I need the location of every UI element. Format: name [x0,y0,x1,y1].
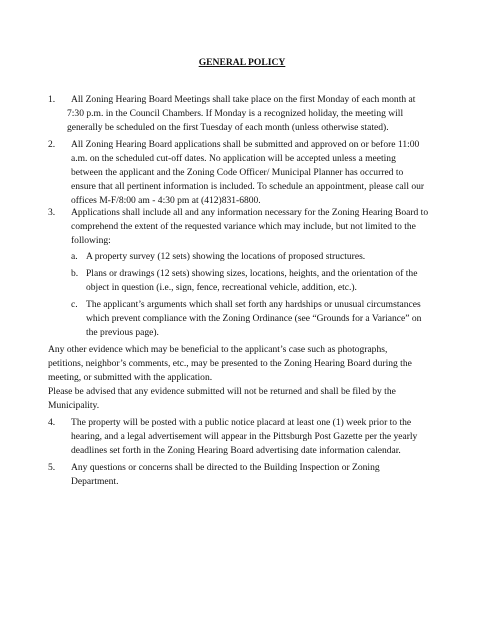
subitem-text: A property survey (12 sets) showing the locations of proposed structures. [86,251,366,262]
subitem-text: Plans or drawings (12 sets) showing sizes, locations, heights, and the orientation of the object in question (i.e., sign, fence, recreational vehicle, addition, etc.). [86,268,418,293]
evidence-paragraph: Any other evidence which may be beneficial to the applicant’s case such as photographs, petitions, neighbor’s comments, etc., may be presented to the Zoning Hearing Board during the meeting, or submitted with the application. [48,344,412,383]
policy-item-4 [48,416,452,458]
item-number: 4. [48,417,56,428]
item-number: 1. [48,94,56,105]
subitem-text: The applicant’s arguments which shall set forth any hardships or unusual circumstances which prevent compliance with the Zoning Ordinance (see “Grounds for a Variance” on the previous page). [86,299,422,338]
policy-item-5 [48,461,452,489]
item-number: 5. [48,462,56,473]
policy-item-3 [48,206,452,248]
subitem-letter: b. [71,268,79,279]
item-text: All Zoning Hearing Board applications shall be submitted and approved on or before 11:00 a.m. on the scheduled cut-off dates. No application will be accepted unless a meeting between the applicant and the Zoning Code Officer/ Municipal Planner has occurred to ensure that all pertinent information is included. To schedule an appointment, please call our offices M-F/8:00 am - 4:30 pm at (412)831-6800. [71,139,425,206]
item-number: 2. [48,139,56,150]
item-text: Applications shall include all and any information necessary for the Zoning Hearing Board to comprehend the extent of the requested variance which may include, but not limited to the following: [71,207,429,246]
policy-subitem-b [71,267,455,295]
item-text: Any questions or concerns shall be directed to the Building Inspection or Zoning Department. [71,462,380,487]
subitem-letter: a. [71,251,78,262]
page-title: GENERAL POLICY [198,57,286,68]
policy-item-1 [48,93,452,135]
policy-item-2 [48,138,452,208]
item-text: All Zoning Hearing Board Meetings shall take place on the first Monday of each month at 7:30 p.m. in the Council Chambers. If Monday is a recognized holiday, the meeting will generally be scheduled on the first Tuesday of each month (unless otherwise stated). [67,94,416,133]
subitem-letter: c. [71,299,78,310]
item-number: 3. [48,207,56,218]
policy-subitem-a [71,250,455,264]
policy-subitem-c [71,298,455,340]
advisory-paragraph: Please be advised that any evidence submitted will not be returned and shall be filed by the Municipality. [48,386,396,411]
item-text: The property will be posted with a public notice placard at least one (1) week prior to the hearing, and a legal advertisement will appear in the Pittsburgh Post Gazette per the yearly deadlines set forth in the Zoning Hearing Board advertising date information calendar. [71,417,418,456]
